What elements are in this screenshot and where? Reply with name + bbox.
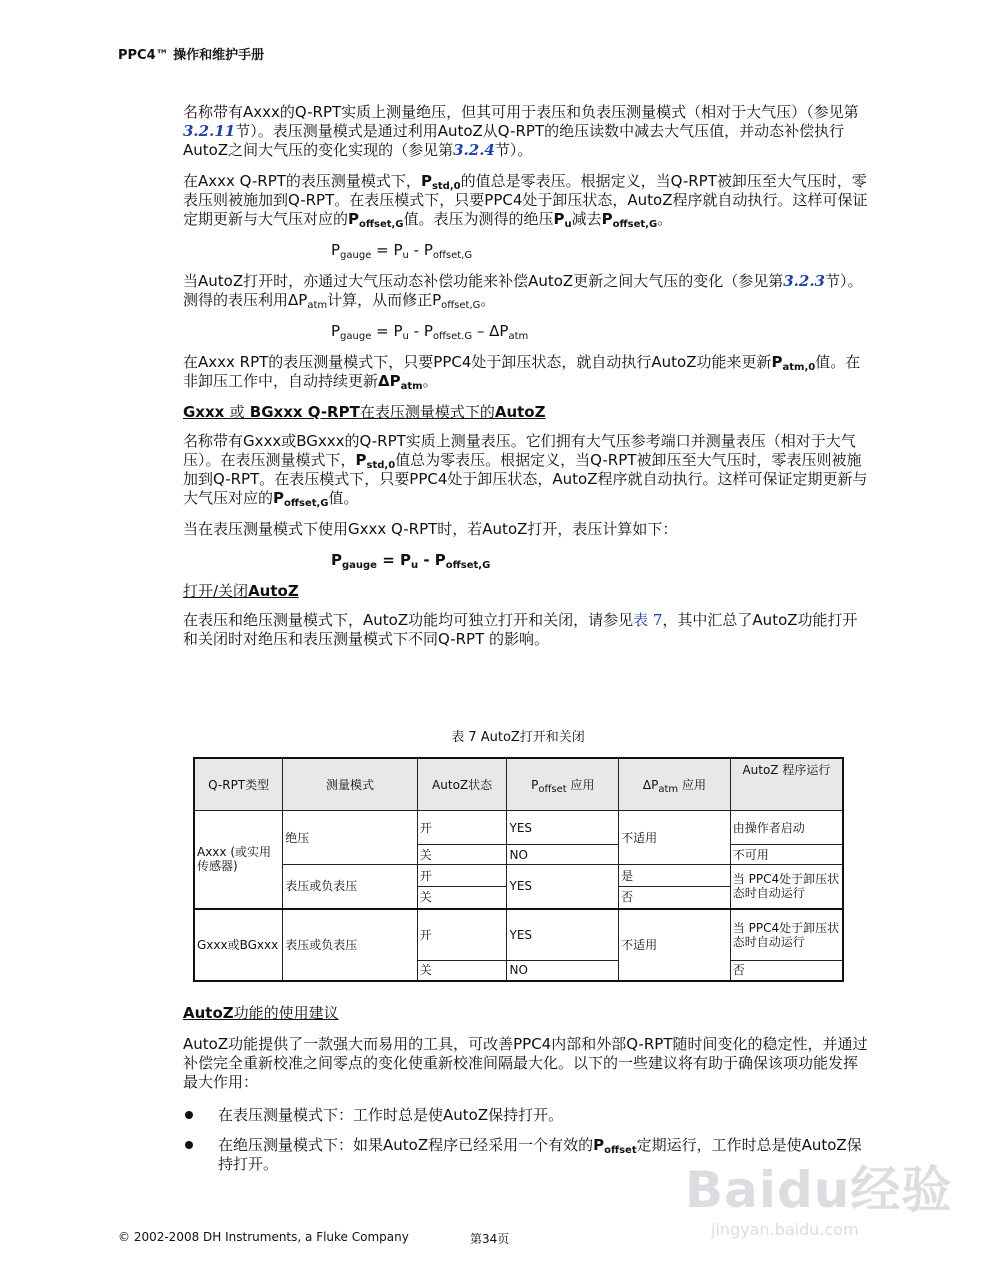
- table-row: [194, 865, 843, 887]
- cell-poffset: NO: [507, 845, 619, 865]
- equation-gauge-3: $P_{gauge} = P_u - P_{offset,G}$: [331, 551, 491, 571]
- list-item: 在绝压测量模式下：如果AutoZ程序已经采用一个有效的$P_{offset}$定期运行，工作时总是使AutoZ保持打开。: [183, 1136, 871, 1174]
- cell-dpatm: 是: [619, 865, 731, 887]
- header-state: AutoZ状态: [417, 758, 507, 811]
- cell-dpatm: 否: [619, 887, 731, 909]
- table-ref-link[interactable]: 表 7: [633, 611, 663, 629]
- bullet-icon: [185, 1111, 193, 1119]
- cell-poffset: YES: [507, 811, 619, 845]
- cell-gauge-mode: 表压或负表压: [283, 909, 417, 981]
- heading-autoz-onoff: 打开/关闭AutoZ: [183, 582, 299, 600]
- cell-poffset: YES: [507, 909, 619, 961]
- paragraph-axxx-intro: 名称带有Axxx的Q-RPT实质上测量绝压，但其可用于表压和负表压测量模式（相对于大气压）（参见第3.2.11节）。表压测量模式是通过利用AutoZ从Q-RPT的绝压读数中减去大气压值，并动态补偿执行AutoZ之间大气压的变化实现的（参见第3.2.4节）。: [183, 103, 859, 159]
- paragraph-autoz-compensation: 当AutoZ打开时，亦通过大气压动态补偿功能来补偿AutoZ更新之间大气压的变化（参见第3.2.3节）。测得的表压利用$\Delta P_{atm}$计算，从而修正$P_{offset,G}$。: [183, 272, 863, 311]
- footer-page-number: 第34页: [470, 1232, 510, 1246]
- cell-state: 关: [417, 887, 507, 909]
- cell-program: 否: [730, 961, 843, 981]
- paragraph-axxx-rpt: 在Axxx RPT的表压测量模式下，只要PPC4处于卸压状态，就自动执行AutoZ功能来更新$P_{atm,0}$值。在非卸压工作中，自动持续更新$\Delta P_{atm}$。: [183, 353, 861, 392]
- heading-autoz-tips: AutoZ功能的使用建议: [183, 1004, 339, 1022]
- cell-state: 开: [417, 865, 507, 887]
- paragraph-autoz-onoff: 在表压和绝压测量模式下，AutoZ功能均可独立打开和关闭，请参见表 7，其中汇总了AutoZ功能打开和关闭时对绝压和表压测量模式下不同Q-RPT 的影响。: [183, 611, 858, 648]
- page-header-title: PPC4™ 操作和维护手册: [118, 48, 265, 63]
- cell-program: 由操作者启动: [730, 811, 843, 845]
- cell-axxx: Axxx (或实用传感器): [194, 811, 283, 909]
- paragraph-autoz-tips: AutoZ功能提供了一款强大而易用的工具，可改善PPC4内部和外部Q-RPT随时间变化的稳定性，并通过补偿完全重新校准之间零点的变化使重新校准间隔最大化。以下的一些建议将有助于确保该项功能发挥最大作用：: [183, 1035, 868, 1091]
- table-row: [194, 909, 843, 961]
- header-mode: 测量模式: [283, 758, 417, 811]
- footer-copyright: © 2002-2008 DH Instruments, a Fluke Company: [118, 1230, 409, 1244]
- section-ref-link[interactable]: 3.2.11: [183, 122, 236, 140]
- baidu-watermark: Baidu经验 jingyan.baidu.com: [685, 1161, 953, 1239]
- cell-gauge-mode: 表压或负表压: [283, 865, 417, 909]
- cell-gxxx: Gxxx或BGxxx: [194, 909, 283, 981]
- equation-gauge-1: $P_{gauge} = P_u - P_{offset,G}$: [331, 241, 473, 261]
- cell-state: 开: [417, 811, 507, 845]
- cell-state: 开: [417, 909, 507, 961]
- bullet-icon: [185, 1141, 193, 1149]
- cell-state: 关: [417, 845, 507, 865]
- paragraph-axxx-gauge: 在Axxx Q-RPT的表压测量模式下，$P_{std,0}$的值总是零表压。根据定义，当Q-RPT被卸压至大气压时，零表压则被施加到Q-RPT。在表压模式下，只要PPC4处于卸压状态，AutoZ程序就自动执行。这样可保证定期更新与大气压对应的$P_{offset,G}$值。表压为测得的绝压$P_u$减去$P_{offset,G}$。: [183, 172, 868, 230]
- cell-program: 不可用: [730, 845, 843, 865]
- cell-poffset: YES: [507, 865, 619, 909]
- header-dpatm: $\Delta P_{atm}$ 应用: [619, 758, 731, 811]
- cell-dpatm: 不适用: [619, 811, 731, 865]
- paragraph-gxxx: 名称带有Gxxx或BGxxx的Q-RPT实质上测量表压。它们拥有大气压参考端口并测量表压（相对于大气压）。在表压测量模式下，$P_{std,0}$值总为零表压。根据定义，当Q-RPT被卸压至大气压时，零表压则被施加到Q-RPT。在表压模式下，只要PPC4处于卸压状态，AutoZ程序就自动执行。这样可保证定期更新与大气压对应的$P_{offset,G}$值。: [183, 432, 868, 509]
- cell-state: 关: [417, 961, 507, 981]
- cell-program: 当 PPC4处于卸压状态时自动运行: [730, 865, 843, 909]
- list-item: 在表压测量模式下：工作时总是使AutoZ保持打开。: [183, 1106, 871, 1125]
- equation-gauge-2: $P_{gauge} = P_u - P_{offset.G} - \Delta P_{atm}$: [331, 322, 529, 342]
- cell-abs-mode: 绝压: [283, 811, 417, 865]
- cell-program: 当 PPC4处于卸压状态时自动运行: [730, 909, 843, 961]
- table-row: [194, 811, 843, 845]
- table-header-row: [194, 758, 843, 811]
- paragraph-gxxx-calc: 当在表压测量模式下使用Gxxx Q-RPT时，若AutoZ打开，表压计算如下：: [183, 520, 678, 538]
- document-body: [183, 103, 871, 661]
- section-ref-link[interactable]: 3.2.4: [453, 141, 495, 159]
- header-type: Q-RPT类型: [194, 758, 283, 811]
- section-ref-link[interactable]: 3.2.3: [783, 272, 825, 290]
- header-program: AutoZ 程序运行: [730, 758, 843, 811]
- cell-dpatm: 不适用: [619, 909, 731, 981]
- table-caption: 表 7 AutoZ打开和关闭: [451, 730, 585, 745]
- cell-poffset: NO: [507, 961, 619, 981]
- heading-gxxx-autoz: Gxxx 或 BGxxx Q-RPT在表压测量模式下的AutoZ: [183, 403, 546, 421]
- autoz-table: [193, 757, 844, 982]
- header-poffset: $P_{offset}$ 应用: [507, 758, 619, 811]
